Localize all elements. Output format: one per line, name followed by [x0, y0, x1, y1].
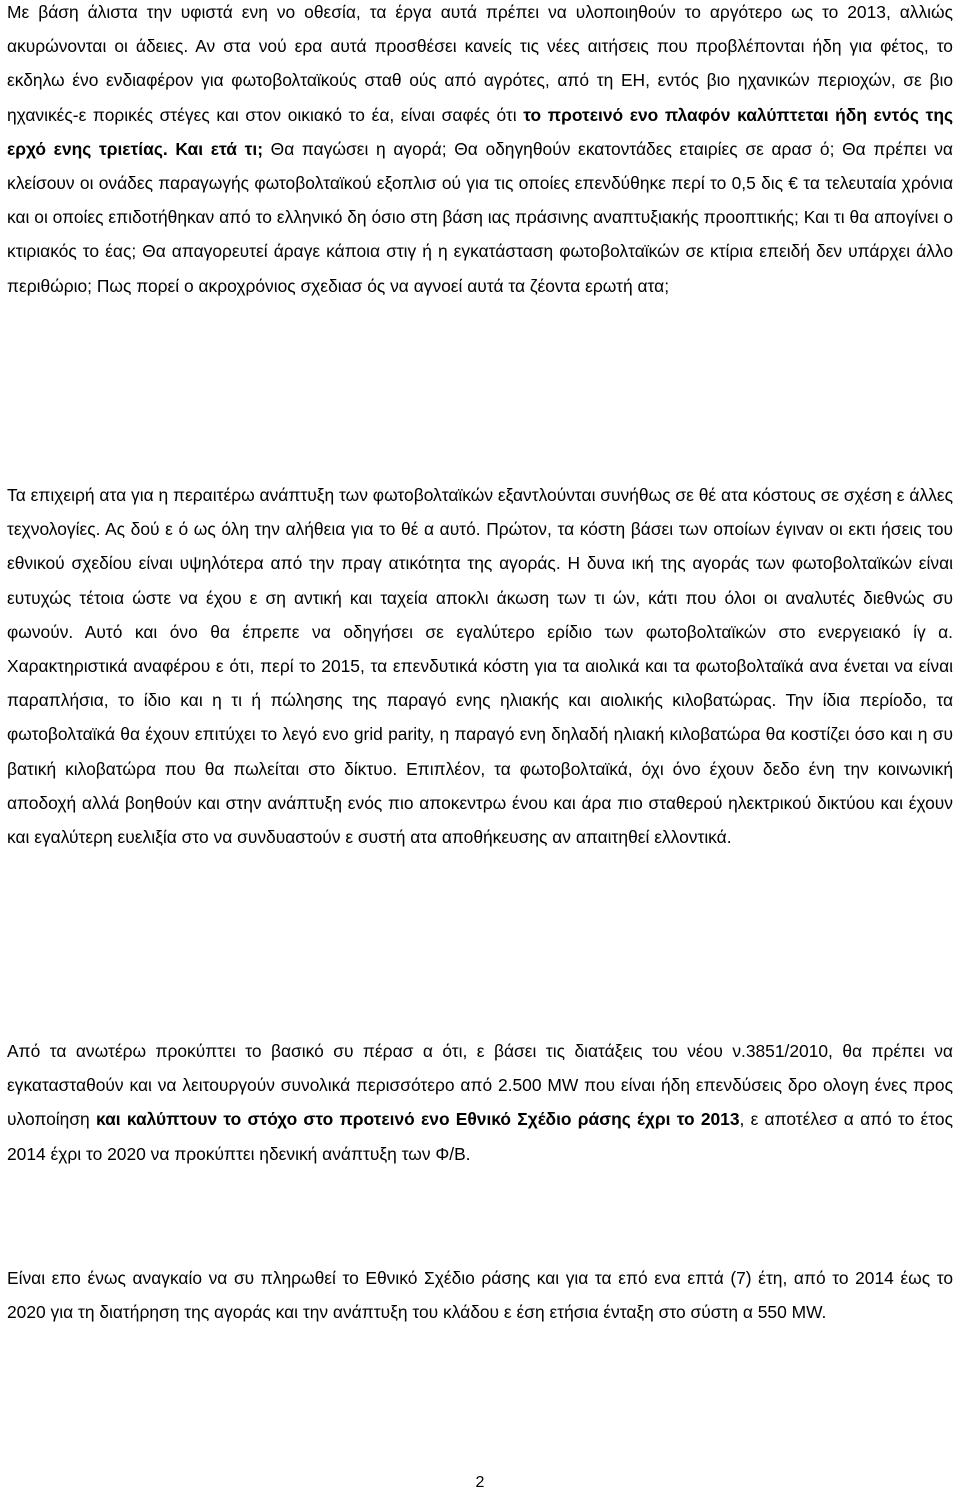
p1-seg-3-bold: το προτεινό ενο πλαφόν καλύπτεται ήδη εντός της ερχό ενης τριετίας. Και ετά τι;	[7, 104, 953, 159]
p2-seg-1: Τα επιχειρή ατα για η περαιτέρω ανάπτυξη των φωτοβολταϊκών εξαντλούνται συνήθως σε θέ ατα κόστους σε σχέση ε άλλες τεχνολογίες. Ας δού ε ό ως όλη την αλήθεια για το θέ α αυτό. Πρώτον, τα κόστη βάσει των οποίων έγιναν οι εκτι ήσεις του εθνικού σχεδίου είναι υψηλότερα από την πραγ ατικότητα της αγοράς. Η δυνα ική της αγοράς των φωτοβολταϊκών είναι ευτυχώς τέτοια ώστε να έχου ε ση αντική και ταχεία αποκλι άκωση των τι ών, κάτι που όλοι οι αναλυτές διεθνώς συ φωνούν. Αυτό και όνο θα έπρεπε να οδηγήσει σε εγαλύτερο ερίδιο των φωτοβολταϊκών στο ενεργειακό ίγ α. Χαρακτηριστικά αναφέρου ε ότι, περί το 2015, τα επενδυτικά κόστη για τα αιολικά και τα φωτοβολταϊκά ανα ένεται να είναι παραπλήσια, το ίδιο και η τι ή πώλησης της παραγό ενης ηλιακής και αιολικής κιλοβατώρας. Την ίδια περίοδο, τα φωτοβολταϊκά θα έχουν επιτύχει το λεγό ενο grid parity, η παραγό ενη δηλαδή ηλιακή κιλοβατώρα θα κοστίζει όσο και η συ βατική κιλοβατώρα που θα πωλείται στο δίκτυο. Επιπλέον, τα φωτοβολταϊκά, όχι όνο έχουν δεδο ένη την κοινωνική αποδοχή αλλά βοηθούν και στην ανάπτυξη ενός πιο αποκεντρω ένου και άρα πιο σταθερού ηλεκτρικού δικτύου και έχουν και εγαλύτερη ευελιξία στο να συνδυαστούν ε συστή ατα αποθήκευσης αν απαιτηθεί ελλοντικά.	[7, 485, 953, 848]
p3-seg-2-bold: και καλύπτουν το στόχο στο προτεινό ενο Εθνικό Σχέδιο ράσης έχρι το 2013	[95, 1109, 740, 1130]
paragraph-3	[7, 1034, 953, 1171]
paragraph-4	[7, 1261, 953, 1329]
paragraph-1	[7, 0, 953, 303]
p3-seg-1: Από τα ανωτέρω προκύπτει το βασικό συ πέρασ α ότι, ε βάσει τις διατάξεις του νέου ν.3851/2010, θα πρέπει να εγκατασταθούν και να λειτουργούν συνολικά περισσότερο από 2.500 MW που είναι ήδη επενδύσεις δρο ολογη ένες προς υλοποίηση	[7, 1041, 953, 1130]
p1-seg-2: Αν στα νού ερα αυτά προσθέσει κανείς τις νέες αιτήσεις που προβλέπονται ήδη για φέτος, το εκδηλω ένο ενδιαφέρον για φωτοβολταϊκούς σταθ ούς από αγρότες, από τη ΕΗ, εντός βιο ηχανικών περιοχών, σε βιο ηχανικές-ε πορικές στέγες και στον οικιακό το έα, είναι σαφές ότι	[7, 36, 953, 125]
p3-seg-3: , ε αποτέλεσ α από το έτος 2014 έχρι το 2020 να προκύπτει ηδενική ανάπτυξη των Φ/Β.	[7, 1109, 953, 1164]
page-number: 2	[475, 1474, 485, 1491]
p4-seg-1: Είναι επο ένως αναγκαίο να συ πληρωθεί το Εθνικό Σχέδιο ράσης και για τα επό ενα επτά (7) έτη, από το 2014 έως το 2020 για τη διατήρηση της αγοράς και την ανάπτυξη του κλάδου ε έση ετήσια ένταξη στο σύστη α 550 MW.	[7, 1268, 953, 1323]
p1-seg-1: Με βάση άλιστα την υφιστά ενη νο οθεσία, τα έργα αυτά πρέπει να υλοποιηθούν το αργότερο ως το 2013, αλλιώς ακυρώνονται οι άδειες.	[7, 2, 953, 57]
p1-seg-4: Θα παγώσει η αγορά; Θα οδηγηθούν εκατοντάδες εταιρίες σε αρασ ό; Θα πρέπει να κλείσουν οι ονάδες παραγωγής φωτοβολταϊκού εξοπλισ ού για τις οποίες επενδύθηκε περί το 0,5 δις € τα τελευταία χρόνια και οι οποίες επιδοτήθηκαν από το ελληνικό δη όσιο στη βάση ιας πράσινης αναπτυξιακής προοπτικής; Και τι θα απογίνει ο κτιριακός το έας; Θα απαγορευτεί άραγε κάποια στιγ ή η εγκατάσταση φωτοβολταϊκών σε κτίρια επειδή δεν υπάρχει άλλο περιθώριο; Πως πορεί ο ακροχρόνιος σχεδιασ ός να αγνοεί αυτά τα ζέοντα ερωτή ατα;	[7, 138, 953, 296]
paragraph-2	[7, 478, 953, 854]
